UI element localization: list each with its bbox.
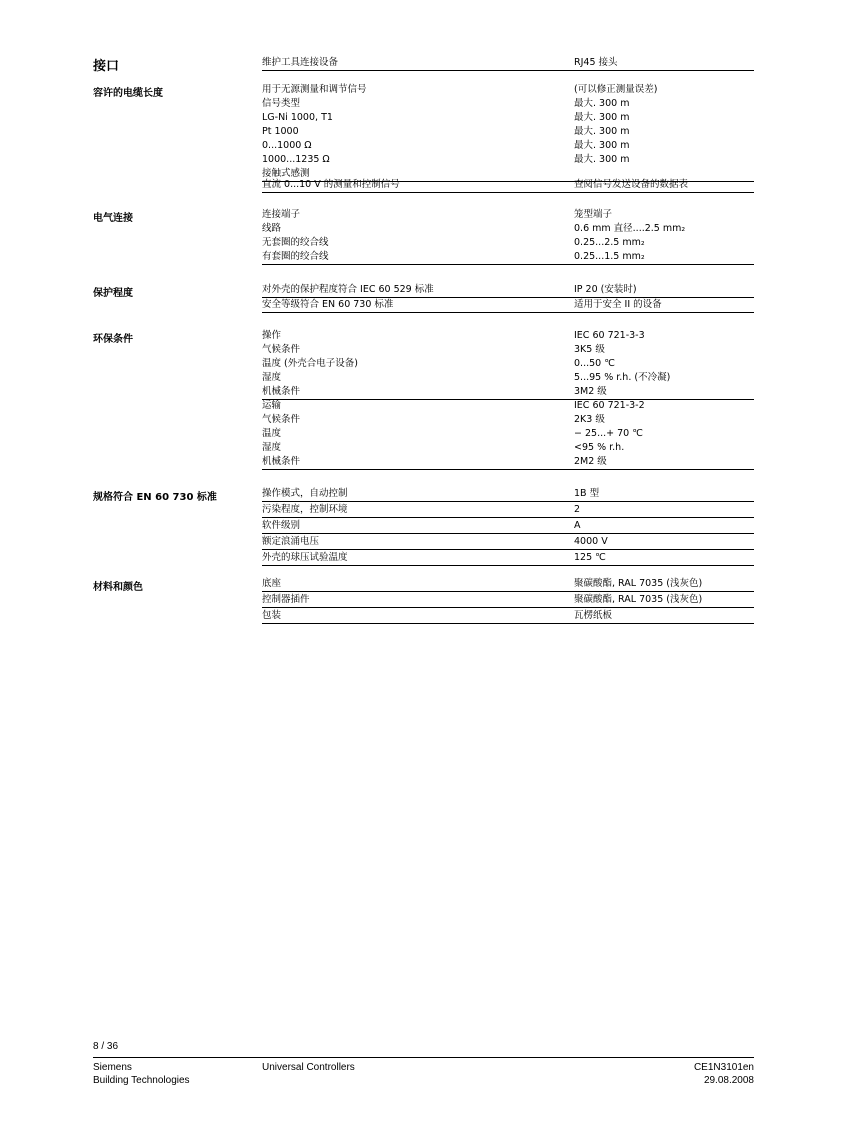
spec-row [262,487,754,501]
spec-value: 2M2 级 [574,456,607,467]
spec-label: 线路 [262,223,282,234]
spec-row [262,97,754,111]
spec-row [262,283,754,297]
spec-value: A [574,520,581,531]
section-title: 接口 [93,59,120,74]
spec-row [262,298,754,312]
spec-group [262,283,754,298]
spec-label: 无套圈的绞合线 [262,237,329,248]
spec-value: 4000 V [574,536,608,547]
section-title: 容许的电缆长度 [93,88,163,99]
spec-label: 软件级别 [262,520,301,531]
spec-label: 温度 [262,428,282,439]
section-title: 电气连接 [93,213,133,224]
spec-group [262,503,754,518]
spec-group [262,487,754,502]
spec-group [262,593,754,608]
spec-group [262,208,754,265]
spec-value: 聚碳酸酯, RAL 7035 (浅灰色) [574,594,703,605]
spec-value: 聚碳酸酯, RAL 7035 (浅灰色) [574,578,703,589]
spec-group [262,551,754,566]
spec-value: 适用于安全 II 的设备 [574,299,662,310]
spec-label: 用于无源测量和调节信号 [262,84,367,95]
spec-label: 直流 0...10 V 的测量和控制信号 [262,179,400,190]
spec-label: 气候条件 [262,414,301,425]
spec-row [262,208,754,222]
spec-row [262,427,754,441]
spec-label: 安全等级符合 EN 60 730 标准 [262,299,394,310]
spec-value: IP 20 (安装时) [574,284,637,295]
spec-label: 温度 (外壳合电子设备) [262,358,358,369]
spec-row [262,178,754,192]
section-title: 保护程度 [93,288,133,299]
spec-value: 最大. 300 m [574,154,630,165]
spec-row [262,441,754,455]
spec-group [262,399,754,470]
spec-label: 连接端子 [262,209,301,220]
footer-company: Siemens [93,1062,132,1073]
spec-value: IEC 60 721-3-2 [574,400,645,411]
spec-row [262,153,754,167]
spec-value: 3K5 级 [574,344,605,355]
spec-value: 最大. 300 m [574,112,630,123]
spec-row [262,139,754,153]
footer-division: Building Technologies [93,1075,190,1086]
spec-value: 0...50 ℃ [574,358,615,369]
spec-value: 0.6 mm 直径....2.5 mm₂ [574,223,686,234]
spec-row [262,551,754,565]
spec-group [262,56,754,71]
spec-value: 笼型端子 [574,209,613,220]
spec-row [262,593,754,607]
spec-row [262,111,754,125]
section-title: 环保条件 [93,334,133,345]
spec-label: 信号类型 [262,98,301,109]
spec-row [262,371,754,385]
spec-label: 机械条件 [262,456,301,467]
spec-value: 2 [574,504,581,515]
spec-label: 外壳的球压试验温度 [262,552,348,563]
spec-label: 有套圈的绞合线 [262,251,329,262]
spec-group [262,83,754,182]
spec-value: 5...95 % r.h. (不冷凝) [574,372,671,383]
spec-group [262,535,754,550]
spec-group [262,329,754,400]
spec-row [262,399,754,413]
spec-group [262,298,754,313]
footer-rule [93,1057,754,1058]
spec-row [262,343,754,357]
spec-label: 对外壳的保护程度符合 IEC 60 529 标准 [262,284,434,295]
spec-label: 包装 [262,610,282,621]
spec-value: IEC 60 721-3-3 [574,330,645,341]
spec-value: 查阅信号发送设备的数据表 [574,179,689,190]
spec-value: 最大. 300 m [574,98,630,109]
spec-label: 污染程度，控制环境 [262,504,348,515]
spec-row [262,519,754,533]
spec-label: 操作模式，自动控制 [262,488,348,499]
section-title: 材料和颜色 [93,582,143,593]
spec-value: (可以修正测量误差) [574,84,658,95]
spec-row [262,56,754,70]
spec-label: LG-Ni 1000, T1 [262,112,333,123]
spec-row [262,455,754,469]
spec-value: 瓦楞纸板 [574,610,613,621]
spec-value: 最大. 300 m [574,140,630,151]
spec-label: 控制器插件 [262,594,310,605]
spec-label: 操作 [262,330,282,341]
spec-value: 1B 型 [574,488,600,499]
spec-value: <95 % r.h. [574,442,625,453]
spec-label: 额定浪涌电压 [262,536,320,547]
spec-value: − 25...+ 70 ℃ [574,428,643,439]
spec-row [262,413,754,427]
spec-label: 湿度 [262,442,282,453]
spec-row [262,503,754,517]
spec-value: 0.25...1.5 mm₂ [574,251,645,262]
spec-label: 底座 [262,578,282,589]
spec-value: 0.25...2.5 mm₂ [574,237,645,248]
spec-row [262,83,754,97]
spec-label: 运输 [262,400,282,411]
spec-row [262,125,754,139]
spec-row [262,250,754,264]
spec-label: 维护工具连接设备 [262,57,339,68]
spec-row [262,609,754,623]
spec-group [262,178,754,193]
spec-row [262,329,754,343]
spec-value: RJ45 接头 [574,57,618,68]
spec-group [262,519,754,534]
spec-label: 接触式感测 [262,168,310,179]
spec-row [262,535,754,549]
footer-doc-id: CE1N3101en [693,1062,754,1073]
spec-label: Pt 1000 [262,126,299,137]
spec-group [262,609,754,624]
spec-label: 机械条件 [262,386,301,397]
spec-value: 125 ℃ [574,552,606,563]
spec-label: 湿度 [262,372,282,383]
spec-row [262,577,754,591]
spec-row [262,222,754,236]
spec-group [262,577,754,592]
spec-row [262,357,754,371]
footer-date: 29.08.2008 [703,1075,754,1086]
spec-value: 2K3 级 [574,414,605,425]
spec-value: 3M2 级 [574,386,607,397]
spec-row [262,236,754,250]
spec-value: 最大. 300 m [574,126,630,137]
section-title: 规格符合 EN 60 730 标准 [93,492,217,503]
spec-label: 气候条件 [262,344,301,355]
spec-label: 0...1000 Ω [262,140,312,151]
spec-row [262,385,754,399]
page-number: 8 / 36 [93,1041,119,1052]
spec-label: 1000...1235 Ω [262,154,330,165]
footer-product: Universal Controllers [262,1062,355,1073]
